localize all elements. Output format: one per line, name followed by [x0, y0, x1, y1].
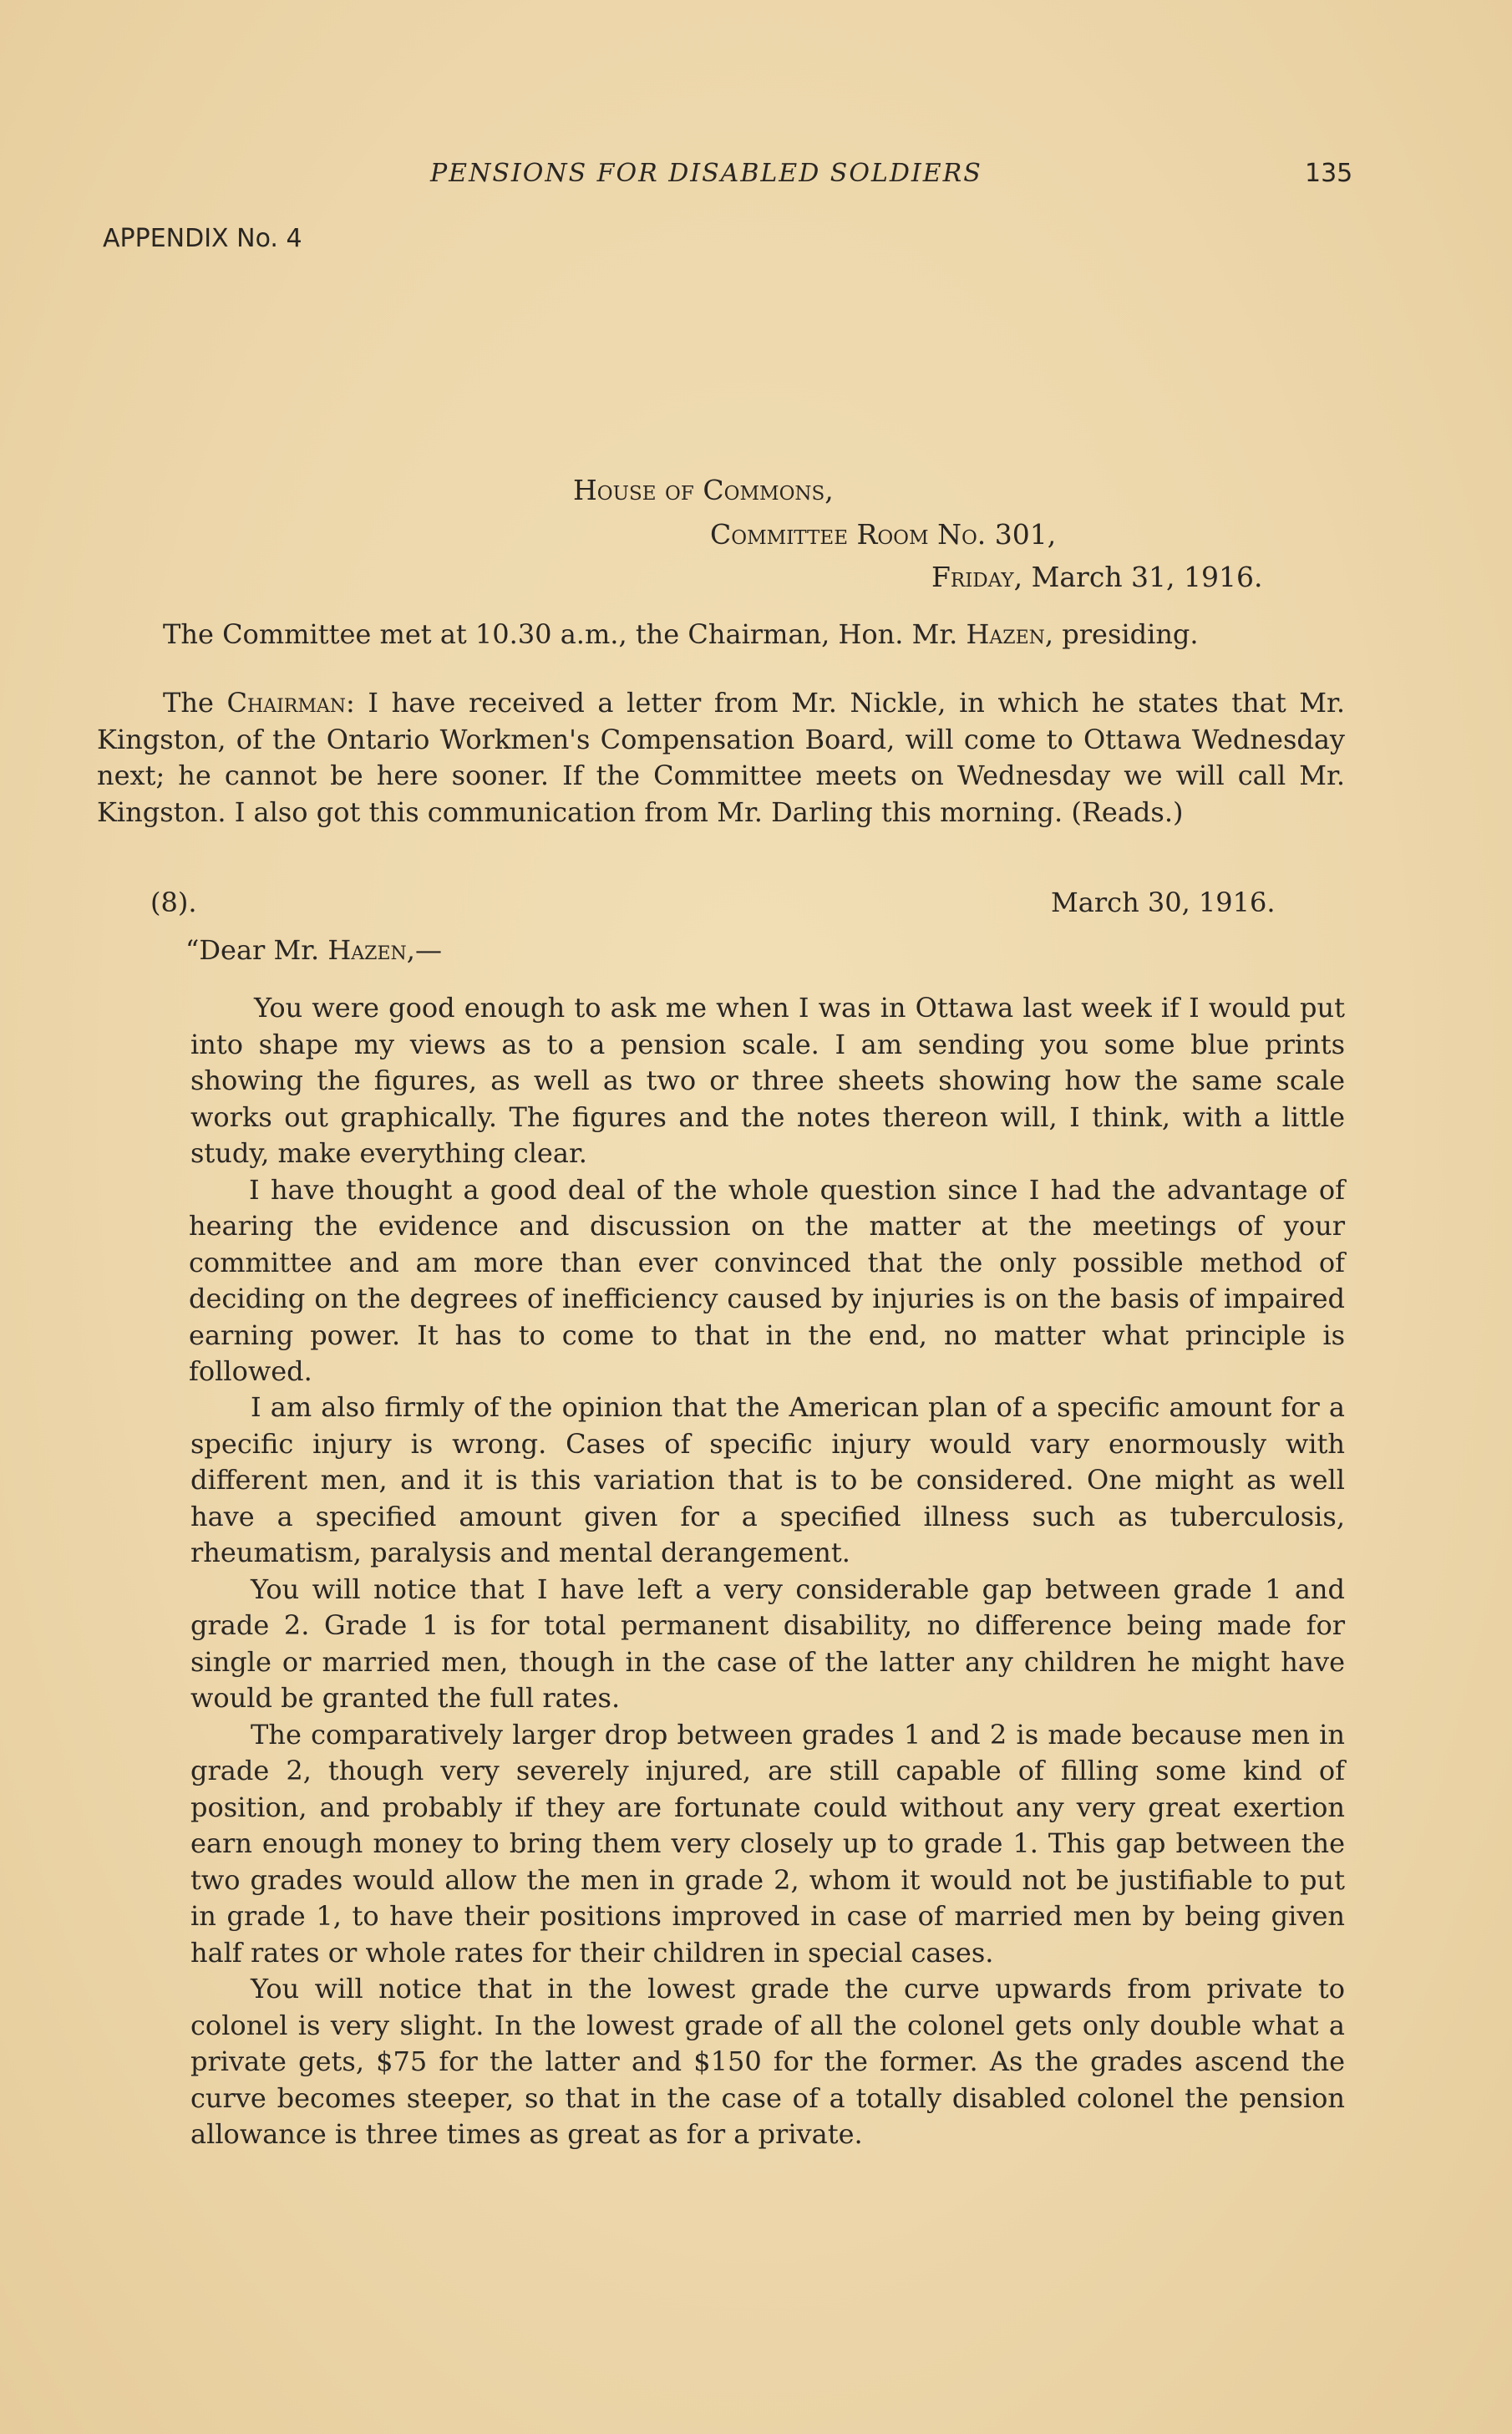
- opening-before: The Committee met at 10.30 a.m., the Chairman, Hon. Mr.: [163, 618, 967, 650]
- letter-paragraph: I am also firmly of the opinion that the American plan of a specific amount for a specific injury is wrong. Cases of specific injury would vary enormously with different men, and it is this variation that is to be considered. One might as well have a specified amount given for a specified illness such as tuberculosis, rheumatism, paralysis and mental derangement.: [190, 1391, 1345, 1568]
- letter-body: [190, 990, 1345, 1390]
- letter-paragraph: I have thought a good deal of the whole question since I had the advantage of hearing the evidence and discussion on the matter at the meetings of your committee and am more than ever convinced that the only possible method of deciding on the degrees of inefficiency caused by injuries is on the basis of impaired earning power. It has to come to that in the end, no matter what principle is followed.: [189, 1173, 1345, 1387]
- opening-line: [163, 617, 1349, 653]
- address-date-text: March 31, 1916.: [1031, 561, 1263, 593]
- salutation: [185, 934, 442, 966]
- letter-date: March 30, 1916.: [1051, 887, 1276, 918]
- address-day: Friday,: [931, 561, 1023, 593]
- page-number: 135: [1305, 159, 1353, 188]
- salutation-before: “Dear Mr.: [185, 934, 328, 966]
- letter-paragraph: You will notice that I have left a very considerable gap between grade 1 and grade 2. Grade 1 is for total permanent disability, no difference being made for single or married men, though in the case of the latter any children he might have would be granted the full rates.: [190, 1573, 1345, 1714]
- opening-after: , presiding.: [1044, 618, 1199, 650]
- address-house: House of Commons,: [573, 474, 834, 506]
- address-room: Committee Room No. 301,: [710, 518, 1057, 551]
- letter-number: (8).: [150, 887, 197, 918]
- letter-body-2: [190, 1390, 1345, 2153]
- letter-paragraph: The comparatively larger drop between grades 1 and 2 is made because men in grade 2, though very severely injured, are still capable of filling some kind of position, and probably if they are fortunate could without any very great exertion earn enough money to bring them very closely up to grade 1. This gap between the two grades would allow the men in grade 2, whom it would not be justifiable to put in grade 1, to have their positions improved in case of married men by being given half rates or whole rates for their children in special cases.: [190, 1718, 1345, 1969]
- speaker-prefix: The: [163, 687, 227, 719]
- running-title: PENSIONS FOR DISABLED SOLDIERS: [430, 159, 982, 188]
- chairman-text: : I have received a letter from Mr. Nickle, in which he states that Mr. Kingston, of the Ontario Workmen's Compensation Board, will come to Ottawa Wednesday next; he cannot be here sooner. If the Committee meets on Wednesday we will call Mr. Kingston. I also got this communication from Mr. Darling this morning. (Reads.): [97, 687, 1346, 828]
- appendix-label: APPENDIX No. 4: [103, 224, 302, 253]
- letter-paragraph: You will notice that in the lowest grade the curve upwards from private to colonel is very slight. In the lowest grade of all the colonel gets only double what a private gets, $75 for the latter and $150 for the former. As the grades ascend the curve becomes steeper, so that in the case of a totally disabled colonel the pension allowance is three times as great as for a private.: [190, 1973, 1345, 2150]
- address-date: [931, 561, 1263, 593]
- salutation-name: Hazen: [327, 934, 407, 966]
- running-head: [0, 159, 1512, 192]
- letter-paragraph: You were good enough to ask me when I was in Ottawa last week if I would put into shape my views as to a pension scale. I am sending you some blue prints showing the figures, as well as two or three sheets showing how the same scale works out graphically. The figures and the notes thereon will, I think, with a little study, make everything clear.: [190, 992, 1345, 1169]
- speaker-name: Chairman: [226, 687, 346, 719]
- salutation-after: ,—: [406, 934, 442, 966]
- opening-name: Hazen: [966, 618, 1045, 650]
- chairman-statement: [97, 685, 1345, 831]
